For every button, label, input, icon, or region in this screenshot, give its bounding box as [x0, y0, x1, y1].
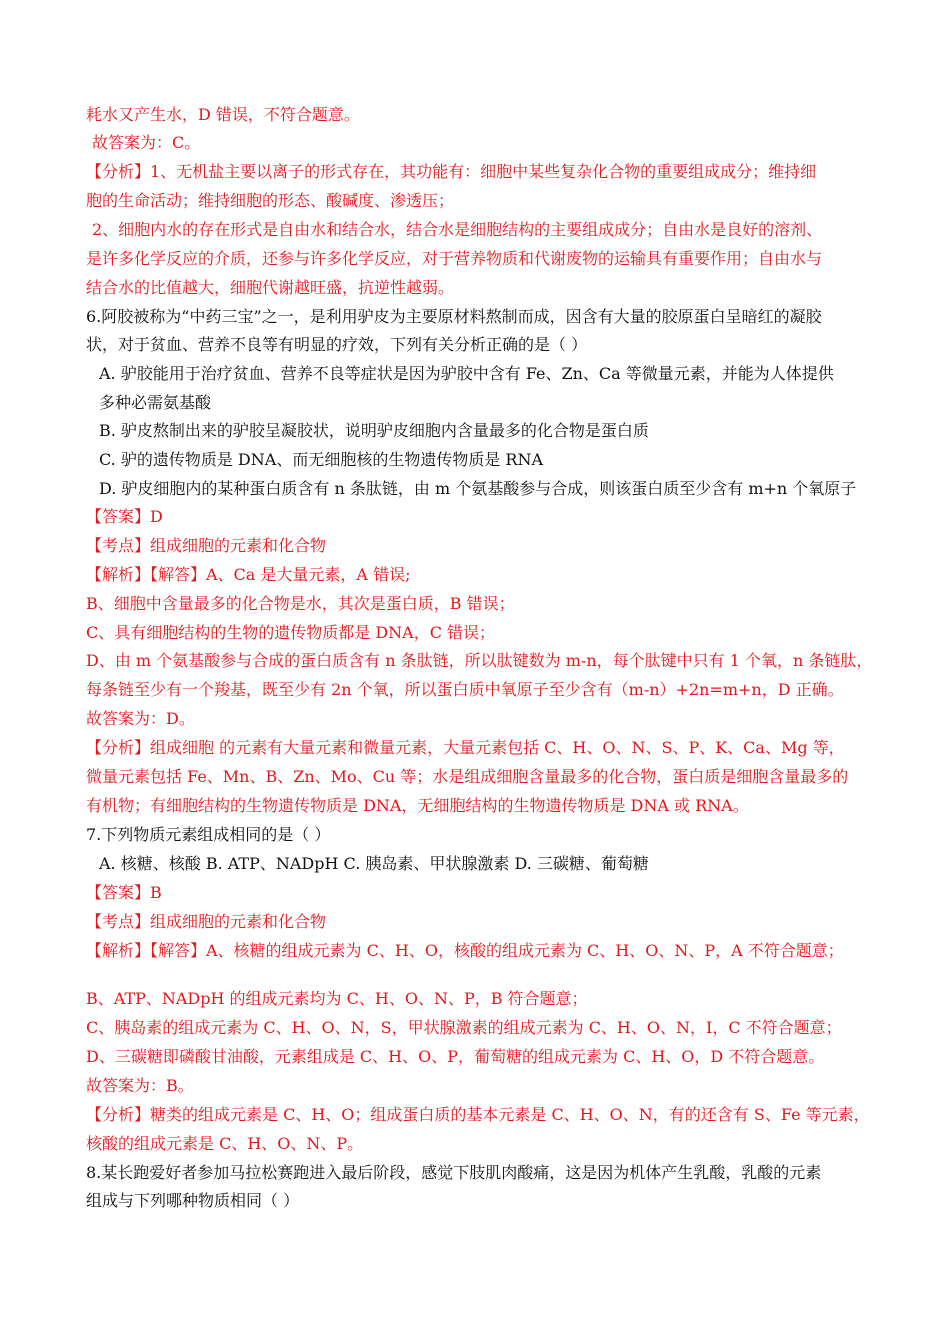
- text-line: 胞的生命活动；维持细胞的形态、酸碱度、渗透压；: [86, 191, 455, 210]
- text-line: 【考点】组成细胞的元素和化合物: [86, 536, 327, 555]
- text-line: 结合水的比值越大，细胞代谢越旺盛，抗逆性越弱。: [86, 278, 455, 297]
- text-line: C、胰岛素的组成元素为 C、H、O、N，S，甲状腺激素的组成元素为 C、H、O、N，I，C 不符合题意；: [86, 1018, 842, 1037]
- text-line: B、ATP、NADpH 的组成元素均为 C、H、O、N、P，B 符合题意；: [86, 989, 588, 1008]
- text-line: 6.阿胶被称为“中药三宝”之一，是利用驴皮为主要原材料熬制而成，因含有大量的胶原蛋白呈暗红的凝胶: [86, 307, 822, 326]
- text-line: 核酸的组成元素是 C、H、O、N、P。: [86, 1134, 364, 1153]
- text-line: 【分析】1、无机盐主要以离子的形式存在，其功能有：细胞中某些复杂化合物的重要组成成分；维持细: [86, 162, 817, 181]
- text-line: D. 驴皮细胞内的某种蛋白质含有 n 条肽链，由 m 个氨基酸参与合成，则该蛋白质至少含有 m+n 个氧原子: [99, 479, 857, 498]
- text-line: D、由 m 个氨基酸参与合成的蛋白质含有 n 条肽链，所以肽键数为 m-n，每个肽键中只有 1 个氧，n 条链肽，: [86, 651, 873, 670]
- text-line: 8.某长跑爱好者参加马拉松赛跑进入最后阶段，感觉下肢肌肉酸痛，这是因为机体产生乳酸，乳酸的元素: [86, 1163, 822, 1182]
- text-line: C. 驴的遗传物质是 DNA、而无细胞核的生物遗传物质是 RNA: [99, 450, 544, 469]
- text-line: 微量元素包括 Fe、Mn、B、Zn、Mo、Cu 等；水是组成细胞含量最多的化合物，蛋白质是细胞含量最多的: [86, 767, 849, 786]
- text-line: B、细胞中含量最多的化合物是水，其次是蛋白质，B 错误；: [86, 594, 515, 613]
- text-line: A. 驴胶能用于治疗贫血、营养不良等症状是因为驴胶中含有 Fe、Zn、Ca 等微量元素，并能为人体提供: [99, 364, 834, 383]
- text-line: 2、细胞内水的存在形式是自由水和结合水，结合水是细胞结构的主要组成成分；自由水是良好的溶剂、: [92, 220, 823, 239]
- text-line: 7.下列物质元素组成相同的是（ ）: [86, 825, 331, 844]
- text-line: 故答案为：B。: [86, 1076, 194, 1095]
- text-line: C、具有细胞结构的生物的遗传物质都是 DNA，C 错误；: [86, 623, 496, 642]
- text-line: 【考点】组成细胞的元素和化合物: [86, 912, 327, 931]
- text-line: 是许多化学反应的介质，还参与许多化学反应，对于营养物质和代谢废物的运输具有重要作用；自由水与: [86, 249, 823, 268]
- text-line: 有机物；有细胞结构的生物遗传物质是 DNA，无细胞结构的生物遗传物质是 DNA 或 RNA。: [86, 796, 749, 815]
- text-line: 【解析】【解答】A、Ca 是大量元素，A 错误;: [86, 565, 411, 584]
- text-line: D、三碳糖即磷酸甘油酸，元素组成是 C、H、O、P，葡萄糖的组成元素为 C、H、O，D 不符合题意。: [86, 1047, 825, 1066]
- text-line: 组成与下列哪种物质相同（ ）: [86, 1191, 300, 1210]
- text-line: B. 驴皮熬制出来的驴胶呈凝胶状，说明驴皮细胞内含量最多的化合物是蛋白质: [99, 421, 649, 440]
- text-line: 耗水又产生水，D 错误，不符合题意。: [86, 105, 360, 124]
- text-line: 状，对于贫血、营养不良等有明显的疗效，下列有关分析正确的是（ ）: [86, 335, 588, 354]
- text-line: 【分析】糖类的组成元素是 C、H、O；组成蛋白质的基本元素是 C、H、O、N，有的还含有 S、Fe 等元素，: [86, 1105, 870, 1124]
- text-line: 【答案】B: [86, 883, 162, 902]
- text-line: A. 核糖、核酸 B. ATP、NADpH C. 胰岛素、甲状腺激素 D. 三碳糖、葡萄糖: [99, 854, 649, 873]
- text-line: 【分析】组成细胞 的元素有大量元素和微量元素，大量元素包括 C、H、O、N、S、P、K、Ca、Mg 等，: [86, 738, 845, 757]
- text-line: 故答案为：D。: [86, 709, 195, 728]
- text-line: 多种必需氨基酸: [99, 393, 212, 412]
- text-line: 每条链至少有一个羧基，既至少有 2n 个氧，所以蛋白质中氧原子至少含有（m-n）+2n=m+n，D 正确。: [86, 680, 844, 699]
- text-line: 【解析】【解答】A、核糖的组成元素为 C、H、O，核酸的组成元素为 C、H、O、N、P，A 不符合题意；: [86, 941, 844, 960]
- text-line: 【答案】D: [86, 507, 163, 526]
- text-line: 故答案为：C。: [92, 133, 201, 152]
